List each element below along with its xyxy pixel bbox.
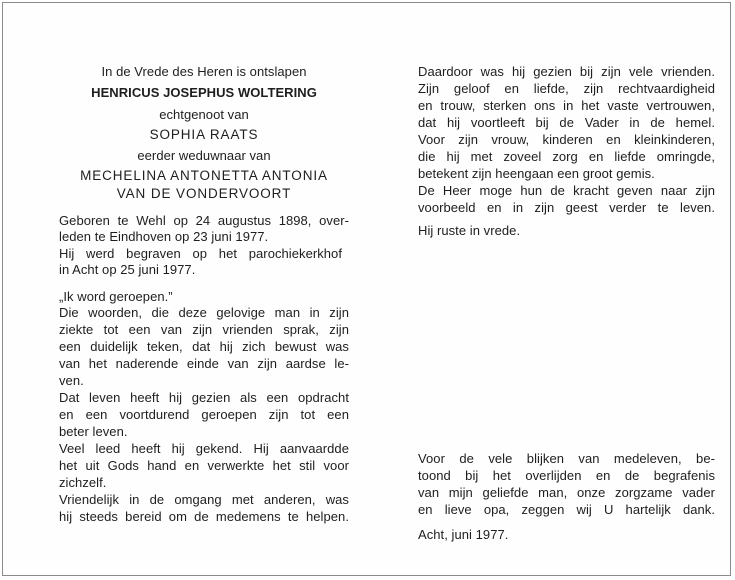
- burial-line-1: Hij werd begraven op het parochiekerkhof: [59, 246, 342, 261]
- birth-line-1: Geboren te Wehl op 24 augustus 1898, over-: [59, 213, 349, 228]
- rest-in-peace: Hij ruste in vrede.: [418, 223, 521, 238]
- text-line: van het naderende einde van zijn aardse le-: [59, 356, 349, 371]
- text-line: Daardoor was hij gezien bij zijn vele vrienden.: [418, 64, 715, 79]
- place-date: Acht, juni 1977.: [418, 527, 509, 542]
- spouse-name: SOPHIA RAATS: [149, 127, 259, 142]
- text-line: ven.: [59, 373, 84, 388]
- text-line: het uit Gods hand en verwerkte het stil voor: [59, 458, 349, 473]
- text-line: ziekte tot een van zijn vrienden sprak, zijn: [59, 322, 349, 337]
- text-line: een duidelijk teken, dat hij zich bewust was: [59, 339, 349, 354]
- text-line: zichzelf.: [59, 475, 107, 490]
- memorial-card: [2, 2, 731, 576]
- thanks-line: en lieve opa, zeggen wij U hartelijk dank.: [418, 502, 715, 517]
- birth-line-2: leden te Eindhoven op 23 juni 1977.: [59, 229, 269, 244]
- text-line: voorbeeld en in zijn geest verder te leven.: [418, 200, 715, 215]
- spouse-label: echtgenoot van: [159, 107, 249, 122]
- text-line: Dat leven heeft hij gezien als een opdracht: [59, 390, 349, 405]
- text-line: Zijn geloof en liefde, zijn rechtvaardigheid: [418, 81, 715, 96]
- deceased-name: HENRICUS JOSEPHUS WOLTERING: [91, 85, 317, 100]
- text-line: dat hij voortleeft bij de Vader in de hemel.: [418, 115, 715, 130]
- thanks-line: van mijn geliefde man, onze zorgzame vader: [418, 485, 715, 500]
- text-line: betekent zijn heengaan een groot gemis.: [418, 166, 655, 181]
- text-line: Veel leed heeft hij gekend. Hij aanvaardde: [59, 441, 349, 456]
- text-line: die hij met zoveel zorg en liefde omringde,: [418, 149, 715, 164]
- widower-label: eerder weduwnaar van: [137, 148, 271, 163]
- thanks-line: Voor de vele blijken van medeleven, be-: [418, 451, 715, 466]
- thanks-line: toond bij het overlijden en de begrafenis: [418, 468, 715, 483]
- quote: „Ik word geroepen.”: [59, 289, 173, 304]
- text-line: en trouw, sterken ons in het vaste vertrouwen,: [418, 98, 715, 113]
- former-spouse-line-2: VAN DE VONDERVOORT: [116, 186, 292, 201]
- text-line: Vriendelijk in de omgang met anderen, was: [59, 492, 349, 507]
- text-line: Voor zijn vrouw, kinderen en kleinkinderen,: [418, 132, 715, 147]
- text-line: en een voortdurend geroepen zijn tot een: [59, 407, 349, 422]
- text-line: Die woorden, die deze gelovige man in zijn: [59, 305, 349, 320]
- text-line: De Heer moge hun de kracht geven naar zijn: [418, 183, 715, 198]
- text-line: beter leven.: [59, 424, 128, 439]
- former-spouse-line-1: MECHELINA ANTONETTA ANTONIA: [80, 168, 328, 183]
- text-line: hij steeds bereid om de medemens te helpen.: [59, 509, 349, 524]
- intro-text: In de Vrede des Heren is ontslapen: [101, 64, 307, 79]
- burial-line-2: in Acht op 25 juni 1977.: [59, 262, 196, 277]
